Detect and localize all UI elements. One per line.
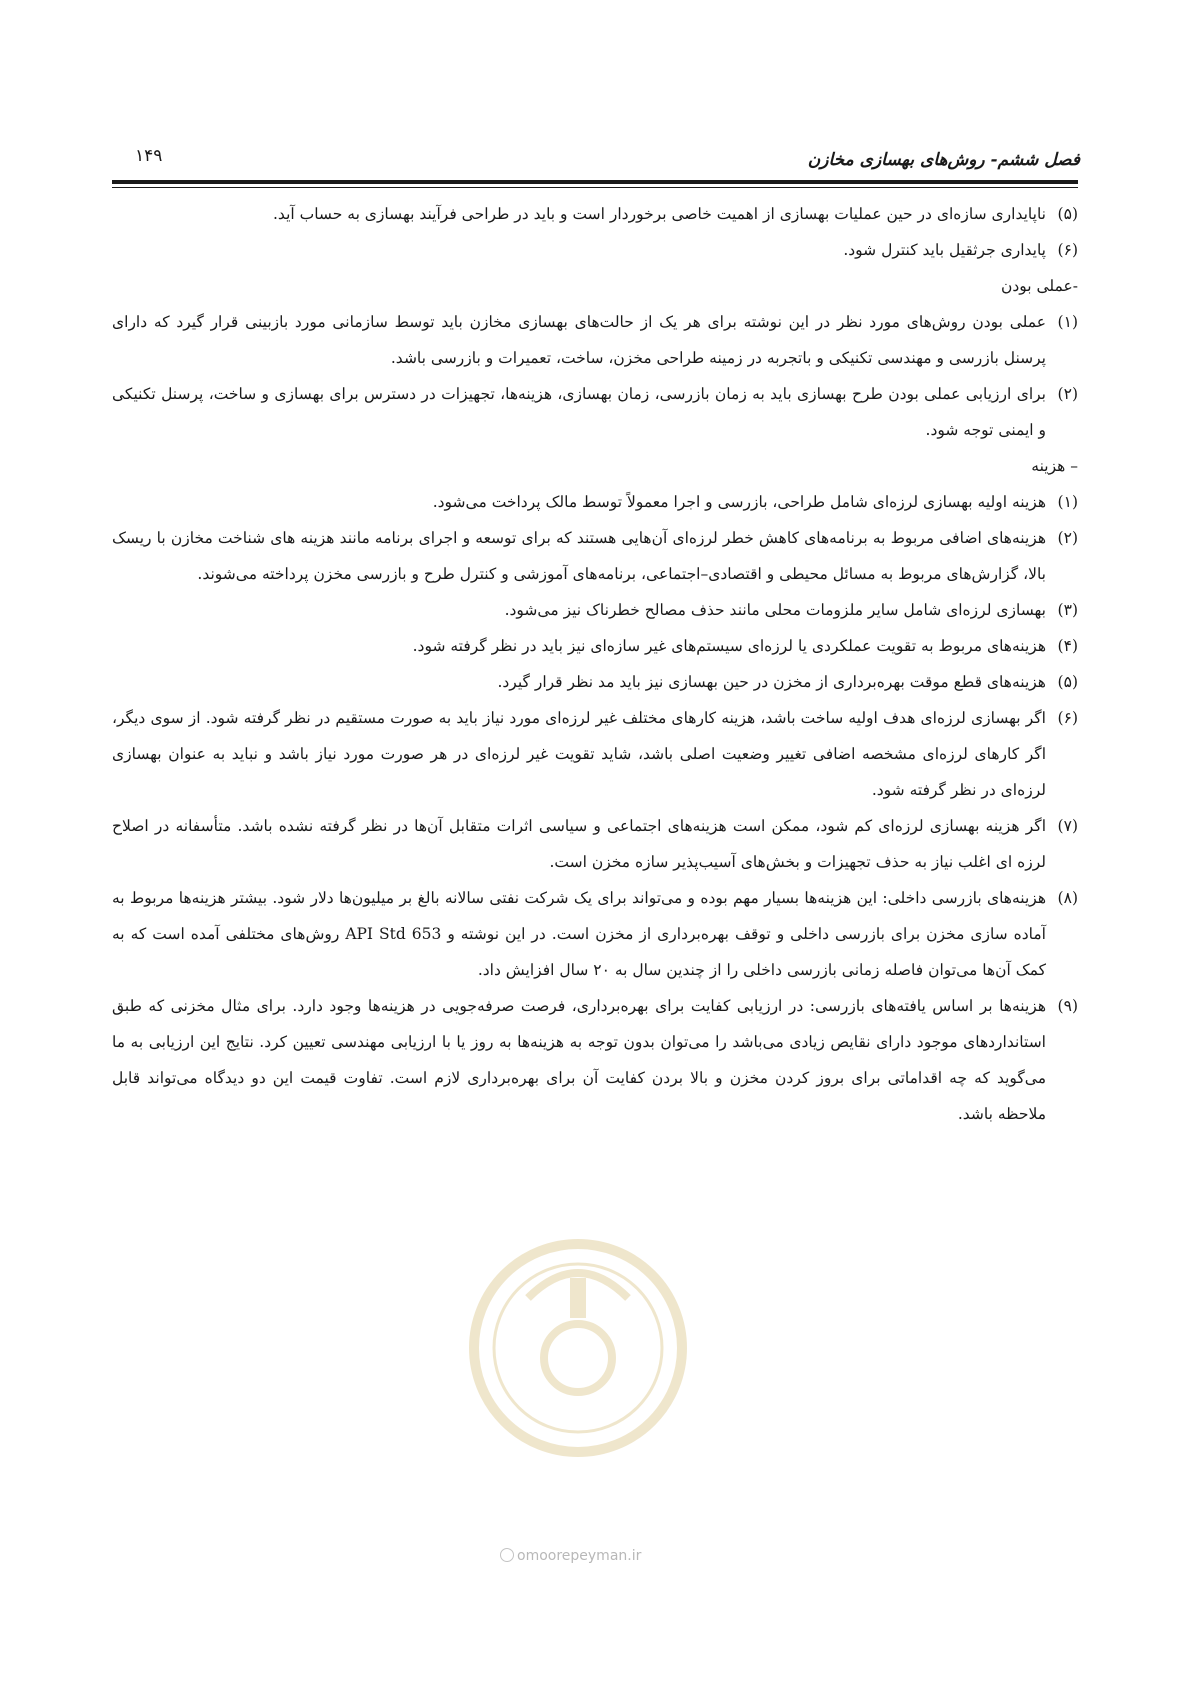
item-number: (۹) (1057, 997, 1078, 1015)
item-text: هزینه اولیه بهسازی لرزه‌ای شامل طراحی، بازرسی و اجرا معمولاً توسط مالک پرداخت می‌شود. (432, 493, 1046, 511)
item-text: ناپایداری سازه‌ای در حین عملیات بهسازی از اهمیت خاصی برخوردار است و باید در طراحی فرآیند بهسازی به حساب آید. (273, 205, 1046, 223)
header-rule-thick (112, 180, 1078, 184)
item-number: (۷) (1057, 817, 1078, 835)
item-number: (۵) (1057, 673, 1078, 691)
item-number: (۱) (1057, 493, 1078, 511)
item-text: پایداری جرثقیل باید کنترل شود. (843, 241, 1046, 259)
item-text: اگر هزینه بهسازی لرزه‌ای کم شود، ممکن است هزینه‌های اجتماعی و سیاسی اثرات متقابل آن‌ها در نظر گرفته نشده باشد. متأسفانه در اصلاح لرزه ای اغلب نیاز به حذف تجهیزات و بخش‌های آسیب‌پذیر سازه مخزن است. (112, 817, 1046, 871)
list-item (112, 196, 1078, 232)
list-item (112, 700, 1078, 808)
item-text: هزینه‌های بازرسی داخلی: این هزینه‌ها بسیار مهم بوده و می‌تواند برای یک شرکت نفتی سالانه بالغ بر میلیون‌ها دلار شود. بیشتر هزینه‌ها مربوط به آماده سازی مخزن برای بازرسی داخلی و توقف بهره‌برداری از مخزن است. در این نوشته و API Std 653 روش‌های مختلفی آمده است که به کمک آن‌ها می‌توان فاصله زمانی بازرسی داخلی را از چندین سال به ۲۰ سال افزایش داد. (112, 889, 1046, 979)
list-item (112, 880, 1078, 988)
item-text: عملی بودن روش‌های مورد نظر در این نوشته برای هر یک از حالت‌های بهسازی مخازن باید توسط سازمانی مورد بازبینی قرار گیرد که دارای پرسنل بازرسی و مهندسی تکنیکی و باتجربه در زمینه طراحی مخزن، ساخت، تعمیرات و بازرسی باشد. (112, 313, 1046, 367)
watermark-site (500, 1548, 641, 1564)
item-text: هزینه‌های اضافی مربوط به برنامه‌های کاهش خطر لرزه‌ای آن‌هایی هستند که برای توسعه و اجرای برنامه مانند هزینه های شناخت مخازن با ریسک بالا، گزارش‌های مربوط به مسائل محیطی و اقتصادی–اجتماعی، برنامه‌های آموزشی و کنترل طرح و بازرسی مخزن پرداخته می‌شوند. (112, 529, 1046, 583)
item-text: برای ارزیابی عملی بودن طرح بهسازی باید به زمان بازرسی، زمان بهسازی، هزینه‌ها، تجهیزات در دسترس برای بهسازی و ساخت، پرسنل تکنیکی و ایمنی توجه شود. (112, 385, 1046, 439)
section-heading-cost: – هزینه (1031, 457, 1078, 475)
list-item (112, 664, 1078, 700)
list-item (112, 304, 1078, 376)
page-number: ۱۴۹ (135, 146, 163, 166)
list-item (112, 376, 1078, 448)
item-text: هزینه‌ها بر اساس یافته‌های بازرسی: در ارزیابی کفایت برای بهره‌برداری، فرصت صرفه‌جویی در هزینه‌ها وجود دارد. برای مثال مخزنی که طبق استانداردهای موجود دارای نقایص زیادی می‌باشد را می‌توان بدون توجه به هزینه‌ها به روز یا با ارزیابی مهندسی تعیین کرد. نتایج این ارزیابی به ما می‌گوید که چه اقداماتی برای بروز کردن مخزن و بالا بردن کفایت آن برای بهره‌برداری لازم است. تفاوت قیمت این دو دیدگاه می‌تواند قابل ملاحظه باشد. (112, 997, 1046, 1123)
list-item (112, 232, 1078, 268)
watermark-site-text: omoorepeyman.ir (517, 1548, 642, 1564)
item-number: (۸) (1057, 889, 1078, 907)
item-number: (۲) (1057, 385, 1078, 403)
item-number: (۶) (1057, 709, 1078, 727)
list-item (112, 988, 1078, 1132)
list-item (112, 520, 1078, 592)
item-text: هزینه‌های مربوط به تقویت عملکردی یا لرزه‌ای سیستم‌های غیر سازه‌ای نیز باید در نظر گرفته شود. (412, 637, 1046, 655)
item-number: (۳) (1057, 601, 1078, 619)
list-item (112, 808, 1078, 880)
watermark-logo (458, 1228, 698, 1468)
list-item (112, 484, 1078, 520)
list-item (112, 592, 1078, 628)
list-item (112, 628, 1078, 664)
body-text (112, 196, 1078, 1132)
item-number: (۱) (1057, 313, 1078, 331)
item-text: بهسازی لرزه‌ای شامل سایر ملزومات محلی مانند حذف مصالح خطرناک نیز می‌شود. (504, 601, 1046, 619)
item-number: (۲) (1057, 529, 1078, 547)
item-number: (۵) (1057, 205, 1078, 223)
item-text: اگر بهسازی لرزه‌ای هدف اولیه ساخت باشد، هزینه کارهای مختلف غیر لرزه‌ای مورد نیاز باید به صورت مستقیم در نظر گرفته شود. از سوی دیگر، اگر کارهای لرزه‌ای مشخصه اضافی تغییر وضعیت اصلی باشد، شاید تقویت غیر لرزه‌ای در هر صورت مورد نیاز باشد و نباید به عنوان بهسازی لرزه‌ای در نظر گرفته شود. (112, 709, 1046, 799)
item-number: (۴) (1057, 637, 1078, 655)
item-text: هزینه‌های قطع موقت بهره‌برداری از مخزن در حین بهسازی نیز باید مد نظر قرار گیرد. (497, 673, 1046, 691)
section-heading-practicality: -عملی بودن (1000, 277, 1078, 295)
globe-icon (500, 1548, 514, 1562)
header-rule-thin (112, 187, 1078, 188)
item-number: (۶) (1057, 241, 1078, 259)
chapter-title: فصل ششم- روش‌های بهسازی مخازن (807, 150, 1080, 170)
